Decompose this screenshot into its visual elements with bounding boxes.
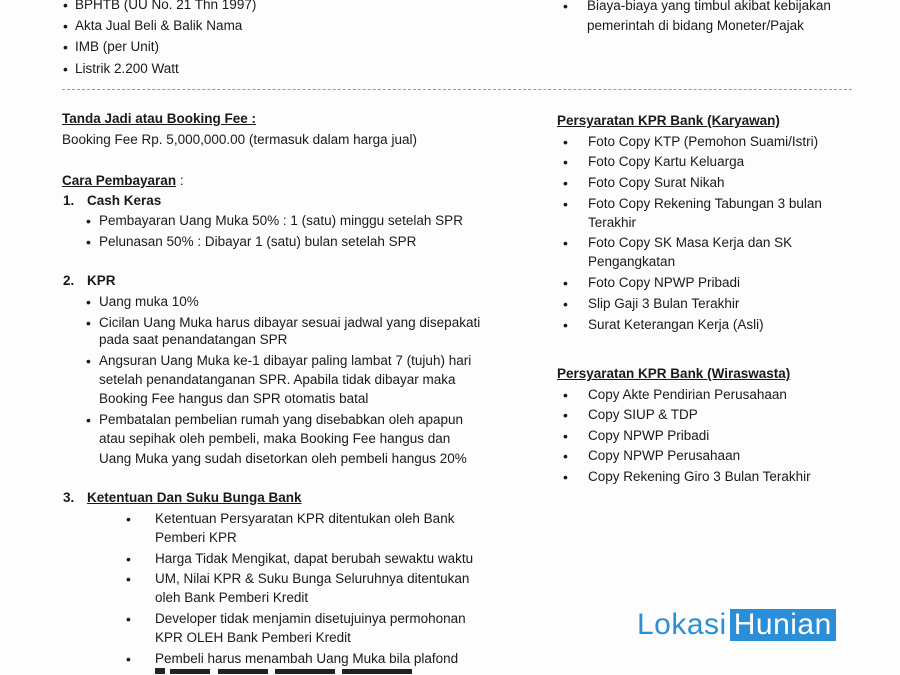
list-item-continuation: Terakhir — [588, 215, 637, 230]
bullet-dot: • — [563, 469, 568, 485]
bullet-dot: • — [126, 651, 131, 667]
list-item: BPHTB (UU No. 21 Thn 1997) — [75, 0, 257, 12]
list-item-continuation: atau sepihak oleh pembeli, maka Booking Fee hangus dan — [99, 431, 451, 446]
list-item: Copy SIUP & TDP — [588, 407, 698, 422]
bullet-dot: • — [563, 407, 568, 423]
list-item-continuation: Pengangkatan — [588, 254, 676, 269]
list-item: Foto Copy SK Masa Kerja dan SK — [588, 235, 793, 250]
bullet-dot: • — [563, 175, 568, 191]
section-title-bank: Ketentuan Dan Suku Bunga Bank — [87, 490, 302, 505]
bullet-dot: • — [563, 275, 568, 291]
watermark-logo — [637, 608, 836, 642]
list-item: Harga Tidak Mengikat, dapat berubah sewaktu waktu — [155, 551, 474, 566]
bullet-dot: • — [563, 154, 568, 170]
list-item-continuation: setelah penandatanganan SPR. Apabila tidak dibayar maka — [99, 372, 456, 387]
bullet-dot: • — [126, 571, 131, 587]
wiraswasta-title: Persyaratan KPR Bank (Wiraswasta) — [557, 366, 791, 381]
list-item-continuation: KPR OLEH Bank Pemberi Kredit — [155, 630, 351, 645]
cropped-text-fragment — [150, 668, 430, 675]
list-item: Foto Copy KTP (Pemohon Suami/Istri) — [588, 134, 819, 149]
bullet-dot: • — [563, 387, 568, 403]
bullet-dot: • — [86, 353, 91, 369]
watermark-part1: Lokasi — [637, 608, 727, 641]
list-item: Copy Rekening Giro 3 Bulan Terakhir — [588, 469, 811, 484]
list-item: Pembeli harus menambah Uang Muka bila plafond — [155, 651, 459, 666]
karyawan-title: Persyaratan KPR Bank (Karyawan) — [557, 113, 780, 128]
list-item: Foto Copy Kartu Keluarga — [588, 154, 745, 169]
list-item-continuation: Pemberi KPR — [155, 530, 237, 545]
section-number: 2. — [63, 273, 75, 288]
bullet-dot: • — [86, 213, 91, 229]
bullet-dot: • — [86, 315, 91, 331]
bullet-dot: • — [126, 551, 131, 567]
bullet-dot: • — [63, 0, 68, 13]
bullet-dot: • — [126, 511, 131, 527]
list-item: Biaya-biaya yang timbul akibat kebijakan — [587, 0, 831, 13]
section-number: 3. — [63, 490, 75, 505]
list-item: Foto Copy Surat Nikah — [588, 175, 725, 190]
booking-title: Tanda Jadi atau Booking Fee : — [62, 111, 257, 126]
bullet-dot: • — [86, 412, 91, 428]
list-item: Foto Copy Rekening Tabungan 3 bulan — [588, 196, 822, 211]
bullet-dot: • — [63, 61, 68, 77]
bullet-dot: • — [86, 294, 91, 310]
list-item: Developer tidak menjamin disetujuinya permohonan — [155, 611, 466, 626]
bullet-dot: • — [563, 0, 568, 14]
list-item: Pembatalan pembelian rumah yang disebabkan oleh apapun — [99, 412, 464, 427]
bullet-dot: • — [86, 234, 91, 250]
list-item: Ketentuan Persyaratan KPR ditentukan oleh Bank — [155, 511, 455, 526]
list-item: Pembayaran Uang Muka 50% : 1 (satu) minggu setelah SPR — [99, 213, 463, 228]
list-item: Foto Copy NPWP Pribadi — [588, 275, 741, 290]
list-item: Surat Keterangan Kerja (Asli) — [588, 317, 764, 332]
watermark-part2: Hunian — [730, 609, 836, 641]
bullet-dot: • — [126, 611, 131, 627]
list-item: Slip Gaji 3 Bulan Terakhir — [588, 296, 740, 311]
bullet-dot: • — [563, 428, 568, 444]
payment-colon: : — [176, 173, 184, 188]
list-item: UM, Nilai KPR & Suku Bunga Seluruhnya ditentukan — [155, 571, 470, 586]
list-item: Uang muka 10% — [99, 294, 199, 309]
section-title-cash: Cash Keras — [87, 193, 162, 208]
bullet-dot: • — [563, 448, 568, 464]
list-item: Listrik 2.200 Watt — [75, 61, 179, 76]
bullet-dot: • — [563, 317, 568, 333]
list-item: Angsuran Uang Muka ke-1 dibayar paling lambat 7 (tujuh) hari — [99, 353, 472, 368]
bullet-dot: • — [563, 134, 568, 150]
payment-heading — [62, 171, 184, 191]
section-number: 1. — [63, 193, 75, 208]
list-item: Pelunasan 50% : Dibayar 1 (satu) bulan setelah SPR — [99, 234, 417, 249]
list-item: Copy NPWP Pribadi — [588, 428, 710, 443]
list-item-continuation: oleh Bank Pemberi Kredit — [155, 590, 309, 605]
list-item: Copy Akte Pendirian Perusahaan — [588, 387, 787, 402]
bullet-dot: • — [63, 18, 68, 34]
list-item: Copy NPWP Perusahaan — [588, 448, 741, 463]
section-title-kpr: KPR — [87, 273, 116, 288]
list-item-continuation: pemerintah di bidang Moneter/Pajak — [587, 18, 804, 33]
list-item-continuation: Booking Fee hangus dan SPR otomatis batal — [99, 391, 369, 406]
bullet-dot: • — [563, 296, 568, 312]
list-item-continuation: pada saat penandatangan SPR — [99, 332, 288, 347]
list-item: Akta Jual Beli & Balik Nama — [75, 18, 243, 33]
list-item-continuation: Uang Muka yang sudah disetorkan oleh pembeli hangus 20% — [99, 451, 467, 466]
bullet-dot: • — [563, 235, 568, 251]
list-item: Cicilan Uang Muka harus dibayar sesuai jadwal yang disepakati — [99, 315, 481, 330]
list-item: IMB (per Unit) — [75, 39, 160, 54]
bullet-dot: • — [63, 39, 68, 55]
payment-title: Cara Pembayaran — [62, 173, 177, 188]
dashed-divider — [62, 89, 852, 90]
booking-text: Booking Fee Rp. 5,000,000.00 (termasuk dalam harga jual) — [62, 132, 417, 147]
bullet-dot: • — [563, 196, 568, 212]
